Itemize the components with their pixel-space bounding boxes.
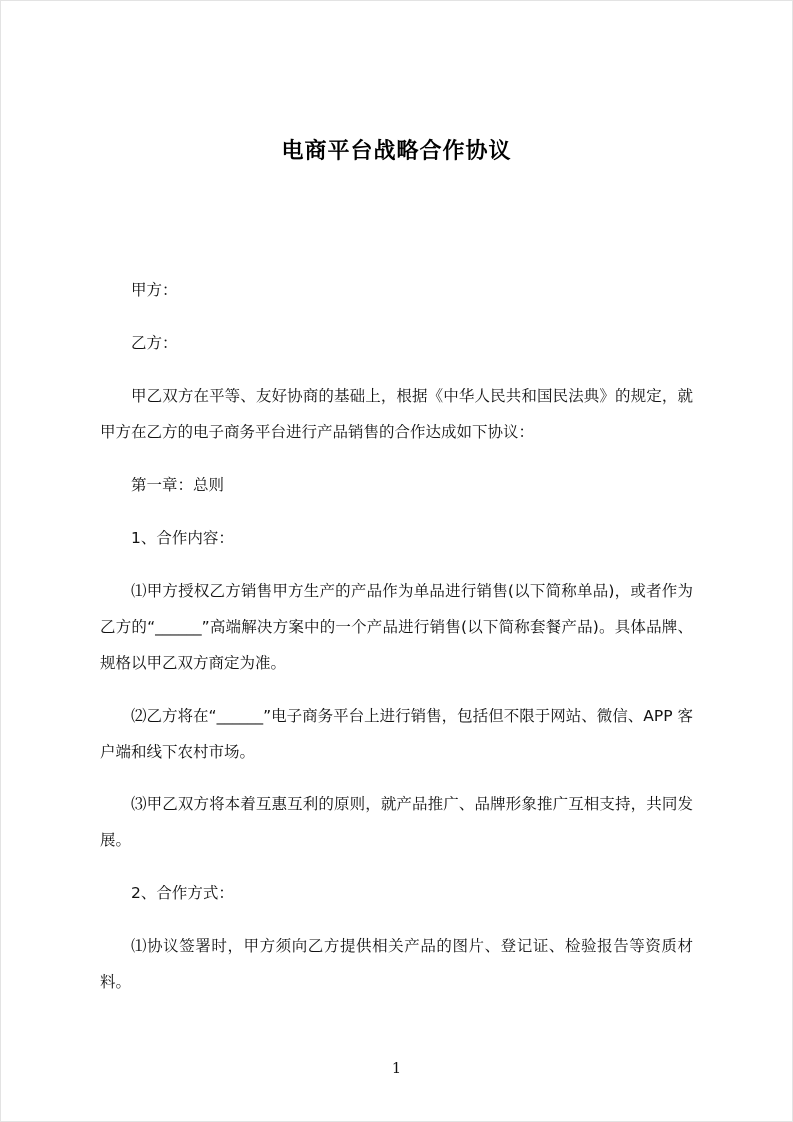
document-content	[1, 1, 792, 1001]
paragraph-clause-1-2: ⑵乙方将在“______”电子商务平台上进行销售，包括但不限于网站、微信、APP 客户端和线下农村市场。	[100, 706, 693, 761]
page-number: 1	[391, 1061, 402, 1077]
paragraph-clause-1-1: ⑴甲方授权乙方销售甲方生产的产品作为单品进行销售(以下简称单品)，或者作为乙方的“______”高端解决方案中的一个产品进行销售(以下简称套餐产品)。具体品牌、规格以甲乙双方商定为准。	[100, 581, 693, 672]
document-title: 电商平台战略合作协议	[281, 139, 512, 164]
paragraph-preamble: 甲乙双方在平等、友好协商的基础上，根据《中华人民共和国民法典》的规定，就甲方在乙方的电子商务平台进行产品销售的合作达成如下协议：	[100, 386, 693, 441]
paragraph-party-b: 乙方：	[131, 333, 178, 352]
paragraph-clause-1-3: ⑶甲乙双方将本着互惠互利的原则，就产品推广、品牌形象推广互相支持，共同发展。	[100, 795, 693, 850]
paragraph-section-1-heading: 1、合作内容：	[131, 528, 234, 547]
paragraph-chapter-1-heading: 第一章：总则	[131, 475, 225, 494]
paragraph-party-a: 甲方：	[131, 281, 178, 299]
paragraph-section-2-heading: 2、合作方式：	[131, 884, 234, 903]
paragraph-clause-2-1: ⑴协议签署时，甲方须向乙方提供相关产品的图片、登记证、检验报告等资质材料。	[100, 937, 693, 992]
